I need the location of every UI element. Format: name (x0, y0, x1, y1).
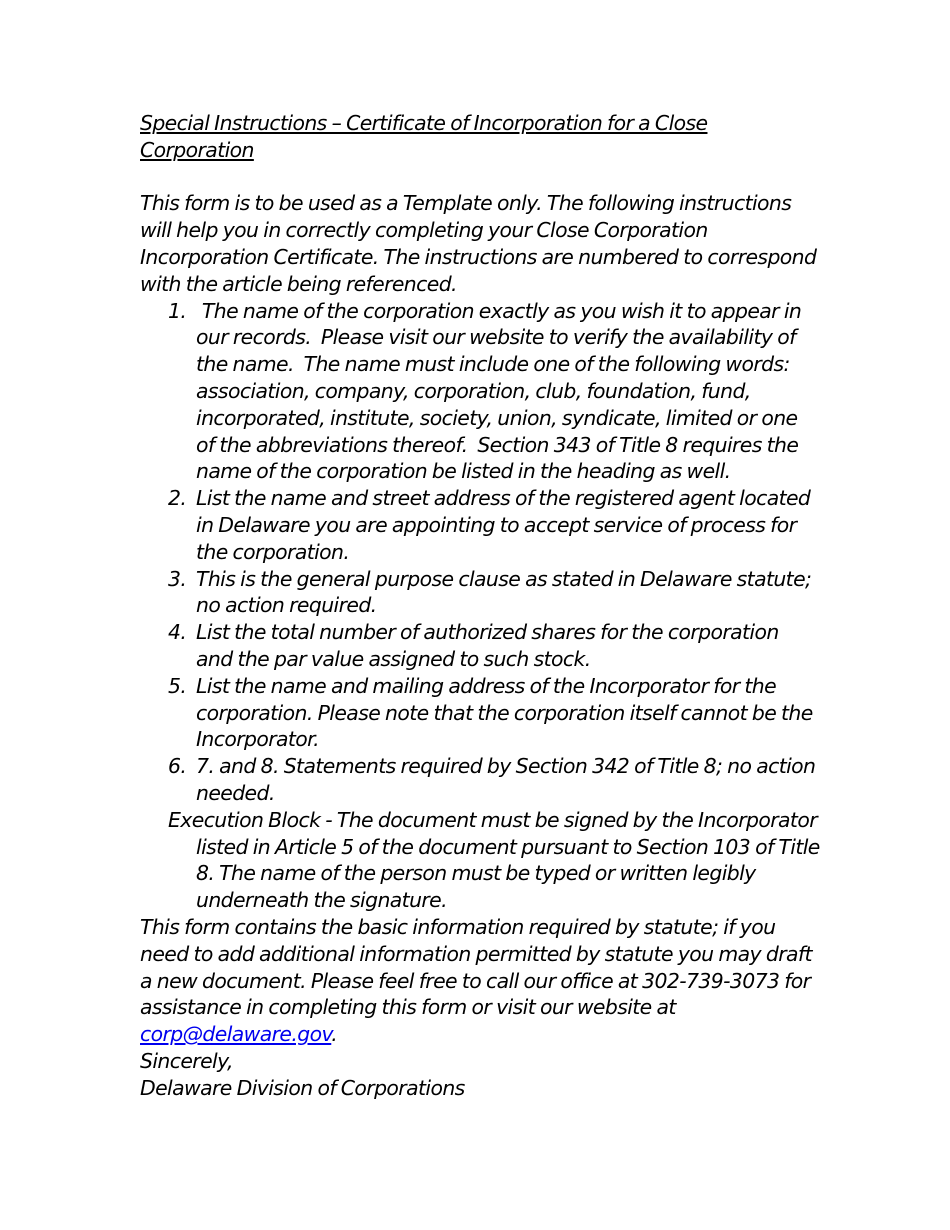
item-text: This is the general purpose clause as stated in Delaware statute; no action required. (196, 566, 812, 618)
item-number: 6. (168, 754, 187, 779)
item-text: List the name and mailing address of the Incorporator for the corporation. Please note that the corporation itself cannot be the Incorporator. (196, 673, 813, 752)
list-item (140, 485, 820, 565)
item-text: 7. and 8. Statements required by Section 342 of Title 8; no action needed. (196, 754, 816, 805)
instructions-document (140, 110, 820, 1101)
list-item (140, 753, 820, 807)
item-text: List the name and street address of the registered agent located in Delaware you are appointing to accept service of process for the corporation. (196, 486, 811, 564)
list-item (140, 619, 820, 673)
signature: Delaware Division of Corporations (140, 1075, 465, 1100)
closing-text: This form contains the basic information required by statute; if you need to add additional information permitted by statute you may draft a new document. Please feel free to call our office at 302-739-3073 for assistance in completing this form or visit our website at (140, 914, 812, 1020)
list-item (140, 566, 820, 620)
item-number: 4. (168, 620, 187, 645)
item-number: 1. (168, 298, 187, 323)
closing-paragraph (140, 914, 820, 1048)
closing-period: . (331, 1022, 338, 1047)
item-number: 2. (168, 486, 187, 511)
document-title: Special Instructions – Certificate of Incorporation for a Close Corporation (140, 111, 708, 162)
item-number: 5. (168, 673, 187, 698)
intro-paragraph: This form is to be used as a Template only. The following instructions will help you in correctly completing your Close Corporation Incorporation Certificate. The instructions are numbered to correspond with the article being referenced. (140, 191, 817, 296)
execution-block-paragraph: Execution Block - The document must be signed by the Incorporator listed in Article 5 of the document pursuant to Section 103 of Title 8. The name of the person must be typed or written legibly underneath the signature. (168, 807, 820, 913)
email-link[interactable]: corp@delaware.gov (140, 1022, 332, 1047)
item-number: 3. (168, 566, 187, 591)
salutation: Sincerely, (140, 1048, 233, 1073)
list-item (140, 298, 820, 486)
list-item (140, 673, 820, 753)
item-text: List the total number of authorized shares for the corporation and the par value assigned to such stock. (196, 620, 779, 671)
item-text: The name of the corporation exactly as you wish it to appear in our records. Please visit our website to verify the availability of the name. The name must include one of the following words: association, company, corporation, club, foundation, fund, incorporated, institute, society, union, syndicate, limited or one of the abbreviations thereof. Section 343 of Title 8 requires the name of the corporation be listed in the heading as well. (196, 298, 807, 484)
instruction-list (140, 298, 820, 807)
